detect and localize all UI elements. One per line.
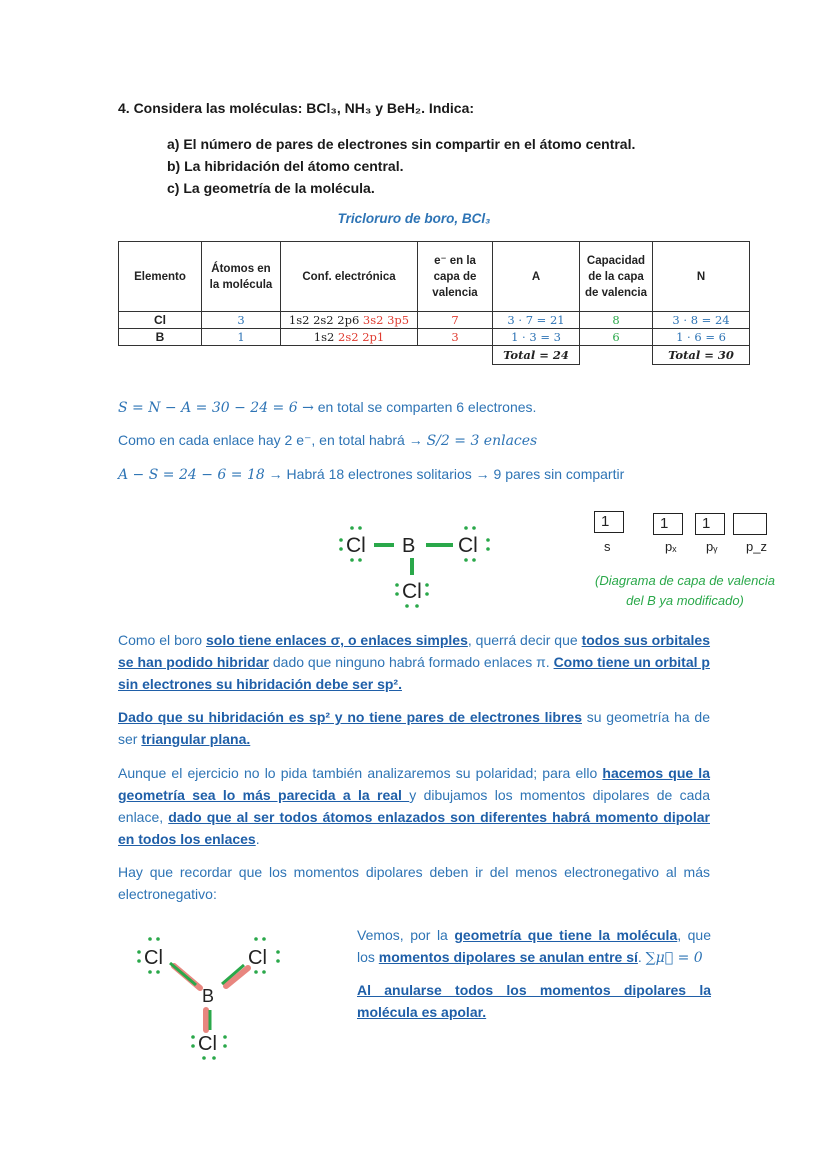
paragraph-dipole-rule: Hay que recordar que los momentos dipolares deben ir del menos electronegativo al más electronegativo: [118,864,710,902]
question-item-b: b) La hibridación del átomo central. [167,158,404,174]
dipole-cl-bottom: Cl [198,1033,217,1055]
col-header-n: N [653,242,750,312]
col-header-elemento: Elemento [119,242,202,312]
cell-n: 1 · 6 = 6 [653,329,750,346]
cell-valence: 7 [418,312,493,329]
cell-element: Cl [119,312,202,329]
total-a: Total = 24 [493,346,580,365]
paragraph-polarity: Aunque el ejercicio no lo pida también analizaremos su polaridad; para ello hacemos que la geometría sea lo más parecida a la real y dibujamos los momentos dipolares de cada enlace, dado que al ser todos átomos enlazados son diferentes habrá momento dipolar en todos los enlaces. [118,765,711,847]
equation-enlaces: Como en cada enlace hay 2 e⁻, en total habrá → S/2 = 3 enlaces [118,432,538,449]
lewis-b: B [402,535,416,557]
cell-capacity: 6 [580,329,653,346]
dipole-cl-left: Cl [144,947,163,969]
question-item-c: c) La geometría de la molécula. [167,180,375,196]
col-header-capacity: Capacidad de la capa de valencia [580,242,653,312]
orbital-label-py: pᵧ [706,539,718,554]
orbital-label-s: s [604,539,611,554]
electron-table [118,241,750,365]
cell-conf: 1s2 2s2 2p1 [281,329,418,346]
table-title: Tricloruro de boro, BCl₃ [337,211,491,226]
question-items [167,133,635,199]
table-row [119,329,750,346]
cell-capacity: 8 [580,312,653,329]
cell-conf: 1s2 2s2 2p6 3s2 3p5 [281,312,418,329]
lewis-cl-bottom: Cl [402,580,422,603]
col-header-atomos: Átomos en la molécula [202,242,281,312]
orbital-box-py: 1 [695,513,725,535]
col-header-a: A [493,242,580,312]
orbital-box-s: 1 [594,511,624,533]
orbital-box-px: 1 [653,513,683,535]
total-n: Total = 30 [653,346,750,365]
cell-n: 3 · 8 = 24 [653,312,750,329]
equation-s: S = N − A = 30 − 24 = 6 → en total se comparten 6 electrones. [118,399,537,416]
cell-atoms: 1 [202,329,281,346]
lewis-structure [330,518,510,618]
dipole-b: B [202,986,215,1006]
cell-atoms: 3 [202,312,281,329]
dipole-diagram [130,932,290,1062]
cell-element: B [119,329,202,346]
lewis-cl-left: Cl [346,534,366,557]
cell-a: 3 · 7 = 21 [493,312,580,329]
equation-as: A − S = 24 − 6 = 18 → Habrá 18 electrones solitarios → 9 pares sin compartir [118,466,625,483]
paragraph-conclusion: Al anularse todos los momentos dipolares la molécula es apolar. [357,982,711,1020]
table-row [119,312,750,329]
orbital-box-pz [733,513,767,535]
dipole-cl-right: Cl [248,947,267,969]
question-item-a: a) El número de pares de electrones sin compartir en el átomo central. [167,136,636,152]
cell-valence: 3 [418,329,493,346]
orbital-label-pz: p_z [746,539,767,554]
lewis-cl-right: Cl [458,534,478,557]
paragraph-hybridization: Como el boro solo tiene enlaces σ, o enlaces simples, querrá decir que todos sus orbitales se han podido hibridar dado que ninguno habrá formado enlaces π. Como tiene un orbital p sin electrones su hibridación debe ser sp². [118,632,711,692]
question-title: 4. Considera las moléculas: BCl₃, NH₃ y BeH₂. Indica: [118,100,475,116]
cell-a: 1 · 3 = 3 [493,329,580,346]
paragraph-dipole-cancel: Vemos, por la geometría que tiene la molécula, que los momentos dipolares se anulan entre sí. ∑μ⃗ = 0 [357,927,712,966]
col-header-valence: e⁻ en la capa de valencia [418,242,493,312]
col-header-conf: Conf. electrónica [281,242,418,312]
orbital-label-px: pₓ [665,539,677,554]
orbital-caption: (Diagrama de capa de valencia del B ya modificado) [595,573,775,608]
paragraph-geometry: Dado que su hibridación es sp² y no tiene pares de electrones libres su geometría ha de ser triangular plana. [118,709,710,747]
